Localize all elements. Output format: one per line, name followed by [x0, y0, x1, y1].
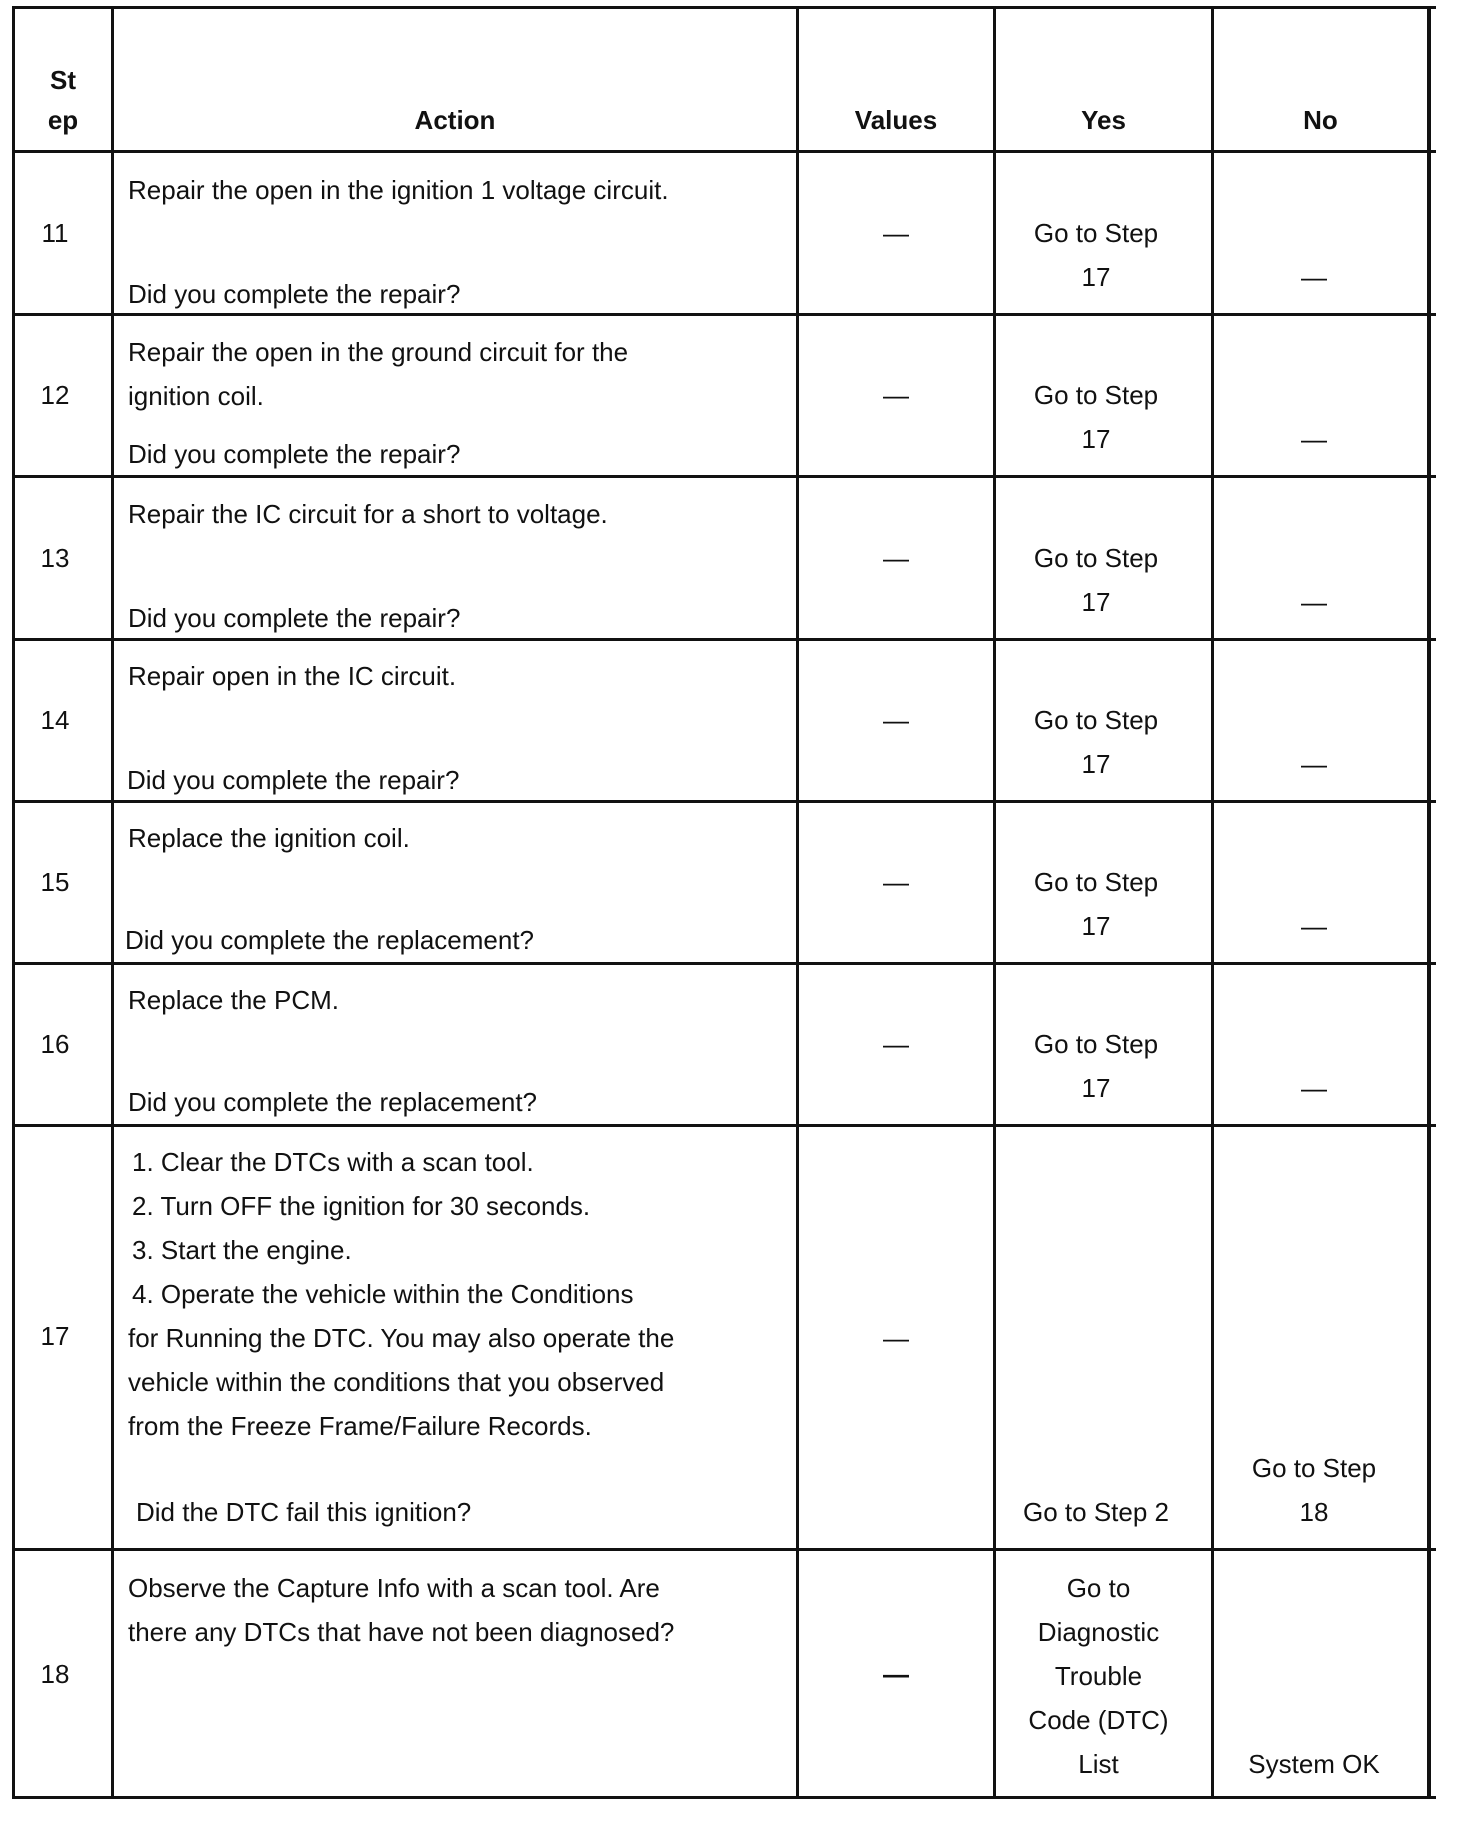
yes-cell	[996, 536, 1196, 624]
header-step-line1: St	[50, 65, 76, 95]
row-divider	[12, 1124, 1436, 1127]
action-text: from the Freeze Frame/Failure Records.	[128, 1411, 592, 1441]
yes-cell	[996, 211, 1196, 299]
action-question: Did you complete the repair?	[128, 439, 461, 469]
table-border-right	[1427, 6, 1431, 1799]
yes-line: 17	[1081, 911, 1111, 941]
header-yes: Yes	[1081, 105, 1126, 135]
step-number: 18	[40, 1659, 70, 1689]
yes-cell: Go to Step 2	[1023, 1497, 1169, 1527]
yes-line: 17	[1081, 262, 1111, 292]
row-divider	[12, 1548, 1436, 1551]
no-cell	[1214, 1446, 1414, 1534]
yes-line: Go to Step	[1033, 867, 1159, 897]
yes-line: 17	[1081, 1073, 1111, 1103]
action-question: Did you complete the repair?	[127, 765, 460, 795]
action-question: Did you complete the replacement?	[125, 925, 535, 955]
action-text: Replace the PCM.	[128, 985, 339, 1015]
no-cell: —	[1301, 749, 1327, 779]
no-line: Go to Step	[1251, 1453, 1377, 1483]
header-step-line2: ep	[47, 105, 79, 135]
no-cell: System OK	[1248, 1749, 1380, 1779]
action-text: Observe the Capture Info with a scan tool. Are	[128, 1573, 660, 1603]
header-action: Action	[414, 105, 496, 135]
yes-line: Diagnostic	[1037, 1617, 1160, 1647]
values-cell: —	[883, 1659, 909, 1689]
yes-cell	[996, 698, 1196, 786]
action-question: Did you complete the replacement?	[128, 1087, 538, 1117]
step-number: 17	[40, 1321, 70, 1351]
action-text: Replace the ignition coil.	[128, 823, 410, 853]
step-number: 13	[40, 543, 70, 573]
step-number: 14	[40, 705, 70, 735]
values-cell: —	[883, 543, 909, 573]
action-question: Did the DTC fail this ignition?	[136, 1497, 472, 1527]
action-steps	[128, 1140, 674, 1448]
no-cell: —	[1301, 587, 1327, 617]
row-divider	[12, 962, 1436, 965]
action-text: Repair open in the IC circuit.	[128, 661, 457, 691]
step-number: 15	[40, 867, 70, 897]
yes-cell	[996, 373, 1196, 461]
values-cell: —	[883, 867, 909, 897]
values-cell: —	[883, 705, 909, 735]
yes-cell	[996, 860, 1196, 948]
yes-line: Code (DTC)	[1028, 1705, 1169, 1735]
yes-line: Go to Step	[1033, 1029, 1159, 1059]
header-values: Values	[854, 105, 938, 135]
action-text: for Running the DTC. You may also operate the	[128, 1323, 675, 1353]
action-question: Did you complete the repair?	[128, 603, 461, 633]
action-step-item: 1. Clear the DTCs with a scan tool.	[132, 1147, 534, 1177]
action-text: Repair the open in the ignition 1 voltage circuit.	[128, 175, 669, 205]
yes-line: Go to Step	[1033, 380, 1159, 410]
no-cell: —	[1301, 262, 1327, 292]
table-border-bottom	[12, 1796, 1436, 1799]
no-cell: —	[1301, 911, 1327, 941]
values-cell: —	[883, 380, 909, 410]
action-step-item: 4. Operate the vehicle within the Conditions	[132, 1279, 634, 1309]
yes-line: Go to Step	[1033, 543, 1159, 573]
action-text: there any DTCs that have not been diagnosed?	[128, 1617, 675, 1647]
action-step-item: 2. Turn OFF the ignition for 30 seconds.	[132, 1191, 591, 1221]
yes-line: List	[1078, 1749, 1119, 1779]
no-cell: —	[1301, 424, 1327, 454]
yes-line: Go to Step	[1033, 218, 1159, 248]
action-question: Did you complete the repair?	[128, 279, 461, 309]
action-step-item: 3. Start the engine.	[132, 1235, 352, 1265]
action-text: Repair the open in the ground circuit for the	[128, 337, 629, 367]
action-text: Repair the IC circuit for a short to voltage.	[128, 499, 608, 529]
table-border-top	[12, 6, 1436, 9]
no-line: 18	[1299, 1497, 1329, 1527]
action-text: ignition coil.	[128, 381, 264, 411]
header-no: No	[1303, 105, 1338, 135]
header-divider	[12, 150, 1436, 153]
header-step	[15, 60, 111, 140]
values-cell: —	[883, 1029, 909, 1059]
yes-cell	[996, 1022, 1196, 1110]
action-text: vehicle within the conditions that you observed	[128, 1367, 665, 1397]
values-cell: —	[883, 1323, 909, 1353]
step-number: 16	[40, 1029, 70, 1059]
yes-line: 17	[1081, 749, 1111, 779]
yes-line: Go to Step	[1033, 705, 1159, 735]
yes-line: Trouble	[1054, 1661, 1143, 1691]
yes-line: 17	[1081, 424, 1111, 454]
yes-line: Go to	[1066, 1573, 1131, 1603]
step-number: 12	[40, 380, 70, 410]
step-number: 11	[41, 218, 69, 248]
no-cell: —	[1301, 1073, 1327, 1103]
yes-line: 17	[1081, 587, 1111, 617]
yes-cell	[996, 1566, 1201, 1786]
column-divider	[111, 6, 114, 1799]
values-cell: —	[883, 218, 909, 248]
